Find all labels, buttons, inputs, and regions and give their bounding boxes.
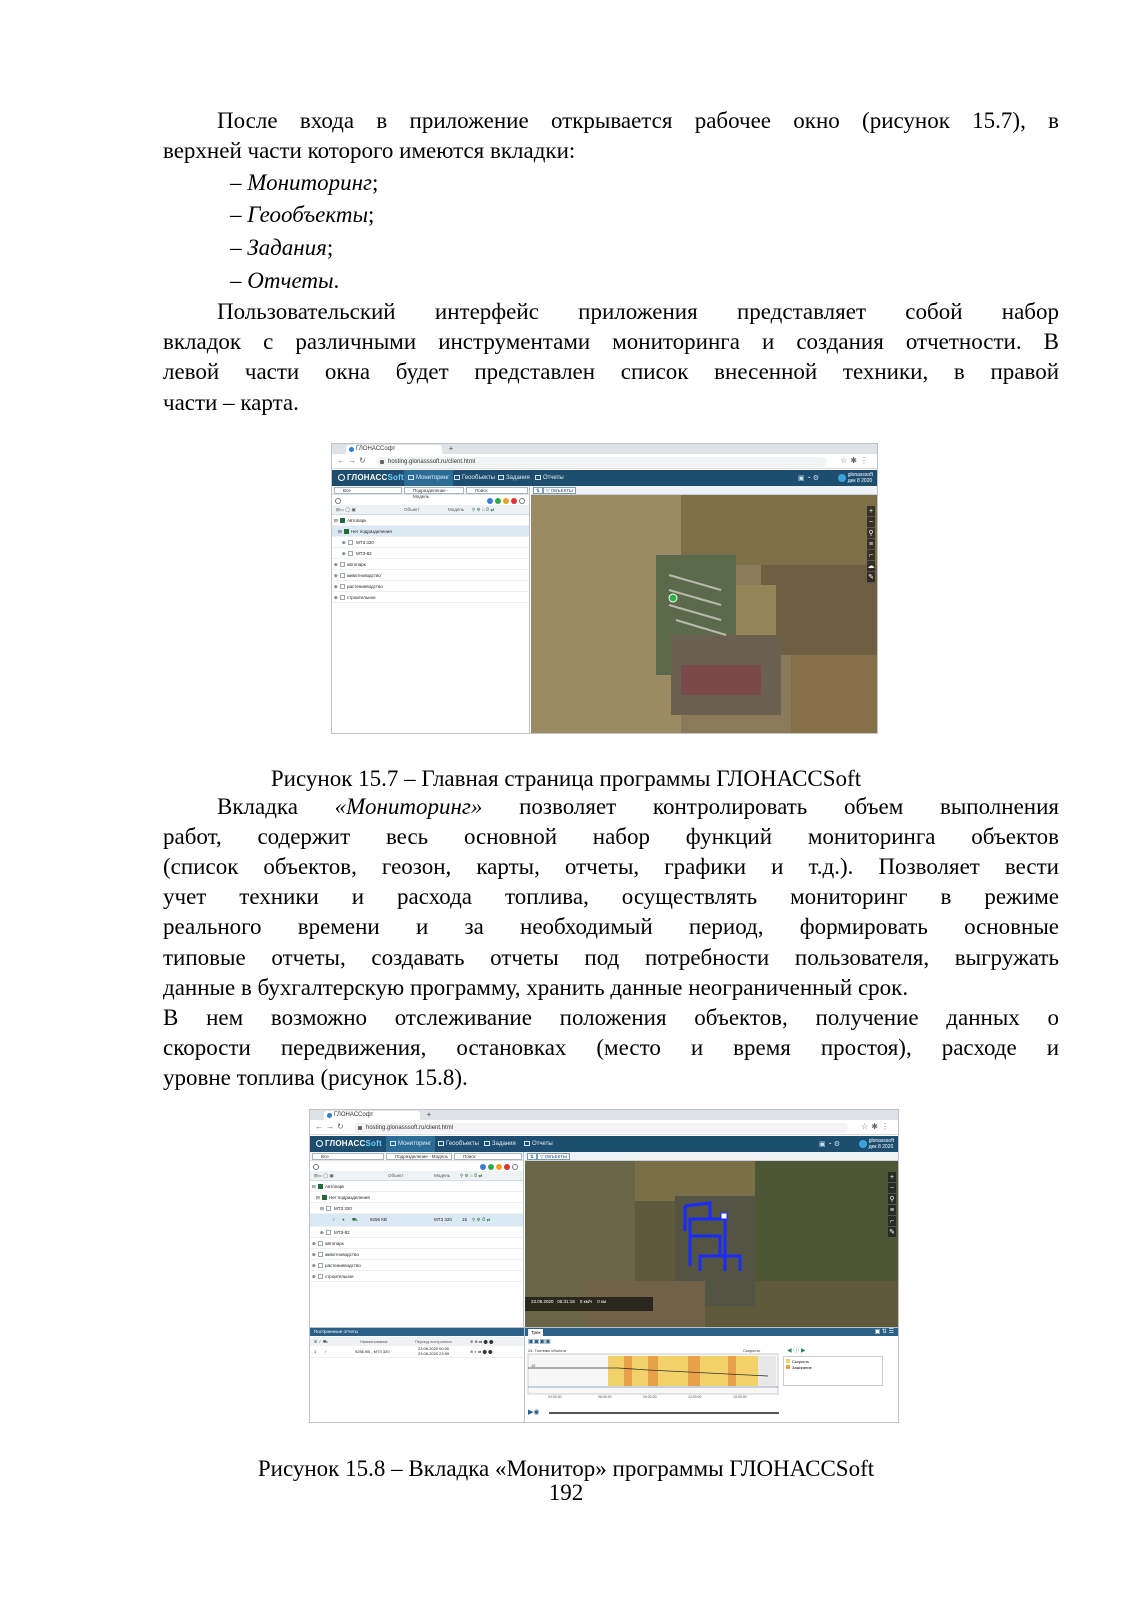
- filter-all-select[interactable]: Все: [334, 487, 402, 494]
- status-blue-icon[interactable]: [487, 498, 493, 504]
- tree-row[interactable]: ⊕ МТЗ 320: [332, 537, 529, 548]
- status-all-icon[interactable]: [512, 1164, 518, 1170]
- tab-reports[interactable]: Отчеты: [531, 470, 568, 486]
- avatar: [859, 1140, 867, 1148]
- objects-filter-button[interactable]: ▽ ОБЪЕКТЫ: [537, 1153, 570, 1160]
- paragraph-2-line-1: Пользовательский интерфейс приложения представляет собой набор: [217, 299, 1059, 324]
- status-blue-icon[interactable]: [480, 1164, 486, 1170]
- column-model[interactable]: Модель: [434, 1173, 451, 1178]
- refresh-icon[interactable]: [313, 1164, 319, 1170]
- vehicle-row[interactable]: ✓ ● ⛟ 9256 КВ МТЗ 320 15 ⚲ ⚙ ⏱ ⇄: [310, 1214, 523, 1227]
- paragraph-4-line-1: В нем возможно отслеживание положения объектов, получение данных о: [163, 1005, 1059, 1030]
- browser-tab[interactable]: ГЛОНАССофт: [324, 1111, 420, 1120]
- zoom-in-icon[interactable]: +: [868, 508, 874, 515]
- url-field[interactable]: hosting.glonasssoft.ru/client.html: [376, 457, 827, 467]
- filter-row: [332, 486, 529, 499]
- filter-all-select[interactable]: Все: [312, 1153, 384, 1160]
- map-toolbar: [525, 1152, 898, 1161]
- tab-tasks[interactable]: Задания: [494, 470, 534, 486]
- new-tab-icon[interactable]: +: [448, 444, 454, 453]
- column-action-icons: ⚲ ⚙ ⌂ ⏱ ⇄: [472, 507, 495, 512]
- paragraph-3-line-5: реального времени и за необходимый период, формировать основные: [163, 914, 1059, 939]
- pencil-icon[interactable]: ✎: [889, 1229, 895, 1236]
- reports-column-header: ⊞ ✓ ⛟ Наименование Период построения ⊕ ⊗ ⇄ ⬤ ⬤: [310, 1337, 524, 1346]
- paragraph-3-line-3: (список объектов, геозон, карты, отчеты, графики и т.д.). Позволяет вести: [163, 854, 1059, 879]
- list-item-reports: – Отчеты.: [230, 268, 340, 293]
- chart-y-tick: 12: [531, 1363, 536, 1368]
- figure-15-7-screenshot: [331, 443, 878, 734]
- tree-row[interactable]: ⊕ строительное: [310, 1271, 523, 1282]
- tab-tasks[interactable]: Задания: [480, 1136, 520, 1152]
- zoom-out-icon[interactable]: −: [868, 519, 874, 526]
- column-icons[interactable]: ⊞▭ ◯ ▣: [314, 1173, 334, 1178]
- status-red-icon[interactable]: [504, 1164, 510, 1170]
- app-logo: ГЛОНАССSoft: [316, 1139, 382, 1148]
- column-icons[interactable]: ⊞▭ ◯ ▣: [336, 507, 356, 512]
- tree-row[interactable]: ⊟ Автопарк: [332, 515, 529, 526]
- tab-monitoring[interactable]: Мониторинг: [386, 1136, 435, 1152]
- paragraph-1-line-1: После входа в приложение открывается рабочее окно (рисунок 15.7), в: [217, 108, 1059, 133]
- paragraph-3-line-1: Вкладка «Мониторинг» позволяет контролировать объем выполнения: [217, 794, 1059, 819]
- search-icon[interactable]: ⚲: [868, 530, 874, 537]
- map-imagery: [531, 495, 877, 733]
- tab-monitoring[interactable]: Мониторинг: [404, 470, 453, 486]
- figure-15-8-screenshot: [309, 1109, 899, 1423]
- page-number: 192: [548, 1480, 584, 1505]
- favicon-icon: [327, 1113, 332, 1118]
- ruler-icon[interactable]: ⌐: [868, 552, 874, 559]
- browser-menu-icons[interactable]: ☆✱⋮: [861, 1122, 892, 1131]
- tab-geoobjects[interactable]: Геообъекты: [434, 1136, 483, 1152]
- refresh-icon[interactable]: [335, 498, 341, 504]
- tree-row[interactable]: ⊕ животноводство: [310, 1249, 523, 1260]
- column-action-icons: ⚲ ⚙ ⌂ ⏱ ⇄: [460, 1173, 483, 1178]
- back-icon[interactable]: ←: [337, 456, 345, 465]
- lock-icon: [380, 460, 384, 464]
- paragraph-3-line-4: учет техники и расхода топлива, осуществлять мониторинг в режиме: [163, 884, 1059, 909]
- tree-row[interactable]: ⊕ строительное: [332, 592, 529, 603]
- column-model[interactable]: Модель: [448, 507, 465, 512]
- search-input[interactable]: Поиск: [454, 1153, 522, 1160]
- tree-row[interactable]: ⊟ Нет подразделения: [332, 526, 529, 537]
- filter-group-select[interactable]: Подразделение - Модель: [386, 1153, 452, 1160]
- tree-row[interactable]: ⊕ МТЗ-82: [332, 548, 529, 559]
- report-row[interactable]: 1 ✓ 9256 КВ - МТЗ 320 23.08.2020 00:00 23.08.2020 23:59 ⊕ ◐ ⇄ ⬤ ⬤: [310, 1346, 524, 1358]
- chart-mode-icons[interactable]: ▣▣▣▣: [528, 1339, 551, 1345]
- layers-icon[interactable]: ⇅: [527, 1153, 537, 1160]
- paragraph-2-line-2: вкладок с различными инструментами мониторинга и создания отчетности. В: [163, 329, 1059, 354]
- reload-icon[interactable]: ↻: [359, 456, 366, 465]
- chart-tab-bar: [525, 1328, 898, 1336]
- object-column-header: [310, 1171, 523, 1181]
- chart-legend: Скорость Зажигание: [783, 1356, 883, 1386]
- play-button[interactable]: ▶◉: [528, 1409, 540, 1416]
- list-item-monitoring: – Мониторинг;: [230, 170, 379, 195]
- search-icon[interactable]: ⚲: [889, 1196, 895, 1203]
- track-chart-panel: [524, 1327, 898, 1422]
- chart-panel-icons[interactable]: ▣ ⇅ ☰: [874, 1329, 894, 1335]
- status-green-icon[interactable]: [495, 498, 501, 504]
- paragraph-2-line-3: левой части окна будет представлен список внесенной техники, в правой: [163, 359, 1059, 384]
- object-column-header: [332, 505, 529, 515]
- browser-address-bar: [310, 1120, 898, 1135]
- chart-x-ticks: 03:00:00 06:00:00 09:00:00 12:00:00 15:00:00: [548, 1395, 747, 1399]
- tab-reports[interactable]: Отчеты: [520, 1136, 557, 1152]
- browser-tab-strip: [310, 1110, 898, 1120]
- satellite-map[interactable]: [525, 1152, 898, 1327]
- ruler-icon[interactable]: ⌐: [889, 1218, 895, 1225]
- user-profile[interactable]: glonasssoft дек 8 2020: [838, 472, 873, 484]
- paragraph-4-line-3: уровне топлива (рисунок 15.8).: [163, 1065, 468, 1090]
- timeline-slider[interactable]: [549, 1412, 779, 1414]
- zoom-out-icon[interactable]: −: [889, 1185, 895, 1192]
- layers-icon[interactable]: ⇅: [533, 487, 543, 494]
- filter-group-select[interactable]: Подразделение - Модель: [404, 487, 464, 494]
- tree-row[interactable]: ⊕ растениеводство: [310, 1260, 523, 1271]
- back-icon[interactable]: ←: [315, 1122, 323, 1131]
- object-list-panel: [310, 1152, 524, 1327]
- built-reports-panel: [310, 1327, 524, 1422]
- url-field[interactable]: hosting.glonasssoft.ru/client.html: [354, 1123, 848, 1133]
- browser-menu-icons[interactable]: ☆✱⋮: [840, 456, 871, 465]
- status-orange-icon[interactable]: [496, 1164, 502, 1170]
- tree-row[interactable]: ⊕ автопарк: [332, 559, 529, 570]
- user-profile[interactable]: glonasssoft дек 8 2020: [859, 1138, 894, 1150]
- track-info-bar: 23.08.2020 05:31:18 0 км/ч 0 км: [531, 1299, 607, 1304]
- tree-row[interactable]: ⊟ Автопарк: [310, 1181, 523, 1192]
- tab-track[interactable]: Трек: [528, 1329, 543, 1336]
- forward-icon[interactable]: →: [326, 1122, 334, 1131]
- favicon-icon: [349, 447, 354, 452]
- app-header: [310, 1136, 898, 1152]
- browser-address-bar: [332, 454, 877, 469]
- filter-row: [310, 1152, 523, 1161]
- app-header: [332, 470, 877, 486]
- paragraph-4-line-2: скорости передвижения, остановках (место и время простоя), расходе и: [163, 1035, 1059, 1060]
- tree-row[interactable]: ⊕ автопарк: [310, 1238, 523, 1249]
- cloud-icon[interactable]: ☁: [867, 563, 875, 570]
- figure-15-7-caption: Рисунок 15.7 – Главная страница программы ГЛОНАССSoft: [270, 766, 862, 791]
- pencil-icon[interactable]: ✎: [868, 574, 874, 581]
- paragraph-3-line-6: типовые отчеты, создавать отчеты под потребности пользователя, выгружать: [163, 945, 1059, 970]
- map-controls: [867, 506, 875, 583]
- header-tool-icons[interactable]: ▣◔⚙: [797, 475, 821, 482]
- paragraph-3-line-7: данные в бухгалтерскую программу, хранить данные неограниченный срок.: [163, 975, 909, 1000]
- search-input[interactable]: Поиск: [466, 487, 528, 494]
- chart-nav-icons[interactable]: ◀ ⓘ ▶: [787, 1348, 806, 1354]
- fuel-chart: [528, 1354, 778, 1394]
- zoom-in-icon[interactable]: +: [889, 1174, 895, 1181]
- layers-stack-icon[interactable]: ≡: [868, 541, 874, 548]
- object-list-panel: [332, 486, 530, 733]
- map-toolbar: [531, 486, 877, 495]
- tree-row[interactable]: ⊕ растениеводство: [332, 581, 529, 592]
- list-item-geoobjects: – Геообъекты;: [230, 202, 375, 227]
- new-tab-icon[interactable]: +: [426, 1110, 432, 1119]
- status-red-icon[interactable]: [511, 498, 517, 504]
- built-reports-title: Построенные отчеты: [310, 1328, 524, 1336]
- tree-row[interactable]: ⊕ МТЗ-82: [310, 1227, 523, 1238]
- status-orange-icon[interactable]: [503, 498, 509, 504]
- app-logo: ГЛОНАССSoft: [338, 473, 404, 482]
- satellite-map[interactable]: [531, 486, 877, 733]
- paragraph-2-line-4: части – карта.: [163, 390, 299, 415]
- column-object[interactable]: Объект: [388, 1173, 404, 1178]
- paragraph-3-line-2: работ, содержит весь основной набор функций мониторинга объектов: [163, 824, 1059, 849]
- status-filter-row: [332, 496, 529, 505]
- header-tool-icons[interactable]: ▣◔⚙: [818, 1141, 842, 1148]
- layers-stack-icon[interactable]: ≡: [889, 1207, 895, 1214]
- status-green-icon[interactable]: [488, 1164, 494, 1170]
- objects-filter-button[interactable]: ▽ ОБЪЕКТЫ: [543, 487, 576, 494]
- tree-row[interactable]: ⊟ МТЗ 320: [310, 1203, 523, 1214]
- avatar: [838, 474, 846, 482]
- lock-icon: [358, 1126, 362, 1130]
- tab-geoobjects[interactable]: Геообъекты: [450, 470, 499, 486]
- chart-series-label: 24: Топливо объекта: [528, 1348, 567, 1353]
- status-all-icon[interactable]: [519, 498, 525, 504]
- browser-tab-strip: [332, 444, 877, 454]
- figure-15-8-caption: Рисунок 15.8 – Вкладка «Монитор» программы ГЛОНАССSoft: [257, 1456, 875, 1481]
- tree-row[interactable]: ⊟ Нет подразделения: [310, 1192, 523, 1203]
- status-filter-row: [310, 1162, 523, 1171]
- tree-row[interactable]: ⊕ животноводство: [332, 570, 529, 581]
- map-controls: [888, 1172, 896, 1238]
- paragraph-1-line-2: верхней части которого имеются вкладки:: [163, 138, 576, 163]
- forward-icon[interactable]: →: [348, 456, 356, 465]
- browser-tab[interactable]: ГЛОНАССофт: [346, 445, 442, 454]
- chart-speed-label: Скорость: [743, 1348, 761, 1353]
- list-item-tasks: – Задания;: [230, 235, 334, 260]
- reload-icon[interactable]: ↻: [337, 1122, 344, 1131]
- column-object[interactable]: Объект: [404, 507, 420, 512]
